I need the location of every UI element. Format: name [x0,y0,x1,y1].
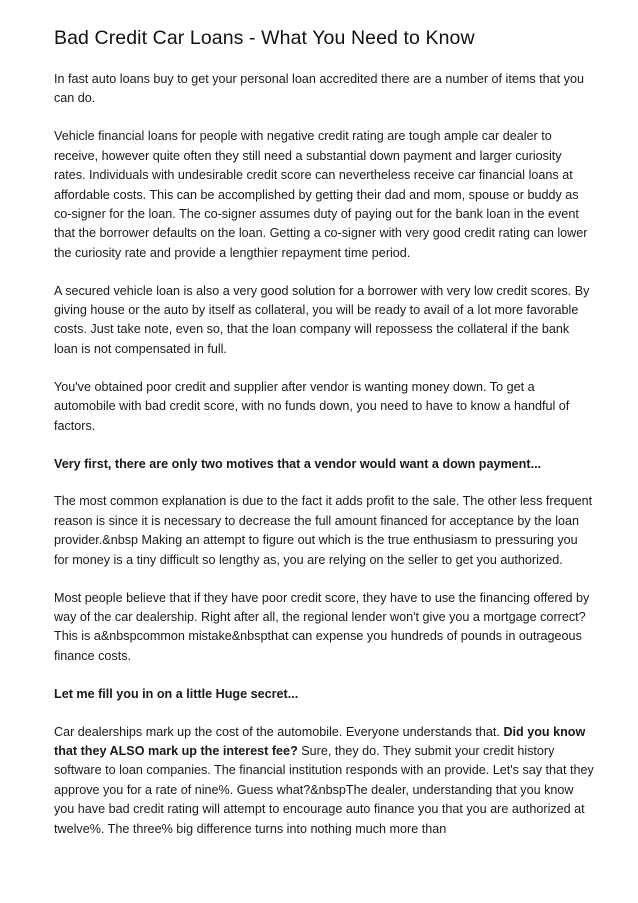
heading-huge-secret: Let me fill you in on a little Huge secret... [54,686,299,701]
page-title: Bad Credit Car Loans - What You Need to Know [54,27,475,49]
paragraph-dealership-financing: Most people believe that if they have poor credit score, they have to use the financing offered by way of the car dealership. Right after all, the regional lender won't give you a mortgage correct? This is a&nbspcommon mistake&nbspthat can expense you hundreds of pounds in outrageous finance costs. [54,590,590,663]
document-page [54,25,594,858]
paragraph-poor-credit: You've obtained poor credit and supplier after vendor is wanting money down. To get a automobile with bad credit score, with no funds down, you need to have to know a handful of factors. [54,379,570,433]
paragraph-cosigner: Vehicle financial loans for people with negative credit rating are tough ample car dealer to receive, however quite often they still need a substantial down payment and larger curiosity rates. Individuals with undesirable credit score can nevertheless receive car financial loans at affordable costs. This can be accomplished by getting their dad and mom, spouse or buddy as co-signer for the loan. The co-signer assumes duty of paying out for the bank loan in the event that the borrower defaults on the loan. Getting a co-signer with very good credit rating can lower the curiosity rate and provide a lengthier repayment time period. [54,129,588,260]
paragraph-explanation: The most common explanation is due to the fact it adds profit to the sale. The other less frequent reason is since it is necessary to decrease the full amount financed for acceptance by the loan provider.&nbsp Making an attempt to figure out which is the true enthusiasm to pressuring you for money is a tiny difficult so lengthy as, you are relying on the seller to get you authorized. [54,494,593,567]
markup-text-start: Car dealerships mark up the cost of the automobile. Everyone understands that. [54,724,504,739]
paragraph-intro: In fast auto loans buy to get your personal loan accredited there are a number of items that you can do. [54,72,584,106]
paragraph-secured-loan: A secured vehicle loan is also a very good solution for a borrower with very low credit scores. By giving house or the auto by itself as collateral, you will be ready to avail of a lot more favorable costs. Just take note, even so, that the loan company will repossess the collateral if the bank loan is not compensated in full. [54,283,590,356]
markup-bold-question: Did you know that they ALSO mark up the interest fee? [54,724,586,758]
heading-two-motives: Very first, there are only two motives that a vendor would want a down payment... [54,456,542,471]
markup-text-end: Sure, they do. They submit your credit history software to loan companies. The financial institution responds with an provide. Let's say that they approve you for a rate of nine%. Guess what?&nbspThe dealer, understanding that you know you have bad credit rating will attempt to encourage auto finance you that you are authorized at twelve%. The three% big difference turns into nothing much more than [54,743,594,836]
paragraph-markup [54,723,594,839]
